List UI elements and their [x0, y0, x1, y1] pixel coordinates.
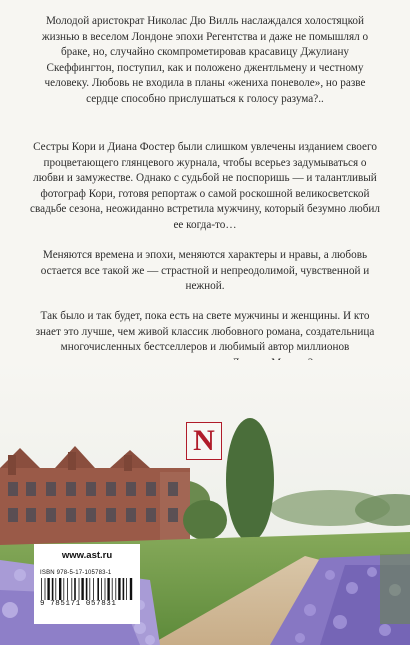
- barcode-digits: 9 785171 057831: [40, 600, 117, 608]
- publisher-url: www.ast.ru: [61, 550, 113, 561]
- blurb-paragraph-3: Меняются времена и эпохи, меняются характеры и нравы, а любовь остается все такой же — страстной и непреодолимой, чувственной и нежной.: [40, 249, 370, 293]
- publisher-logo-letter: N: [193, 424, 215, 457]
- isbn-label: ISBN 978-5-17-105783-1: [40, 570, 112, 576]
- blurb-paragraph-4: Так было и так будет, пока есть на свете мужчины и женщины. И кто знает это лучше, чем живой классик любовного романа, создательница многочисленных бестселлеров и любимый автор миллионов: [35, 310, 375, 354]
- blurb-paragraph-1: Молодой аристократ Николас Дю Вилль наслаждался холостяцкой жизнью в веселом Лондоне эпохи Регентства и даже не помышлял о браке, но, случайно скомпрометировав красавицу Джулиану Скеффингтон, поступил, как и положено джентльмену и честному человеку. Любовь не входила в планы «жениха поневоле», но разве сердце способно прислушаться к голосу разума?..: [41, 15, 369, 105]
- barcode-icon: [40, 578, 134, 600]
- cypress-tree: [226, 418, 274, 542]
- publisher-logo: [186, 422, 222, 460]
- imprint-box: [34, 544, 140, 624]
- blurb-paragraph-2: Сестры Кори и Диана Фостер были слишком увлечены изданием своего процветающего глянцевого журнала, чтобы всерьез задумываться о любви и замужестве. Однако с судьбой не поспоришь — и талантливый фотограф Кори, готовя репортаж о самой роскошной великосветской свадьбе сезона, неожиданно встретила мужчину, который безумно любил ее когда-то…: [30, 141, 380, 231]
